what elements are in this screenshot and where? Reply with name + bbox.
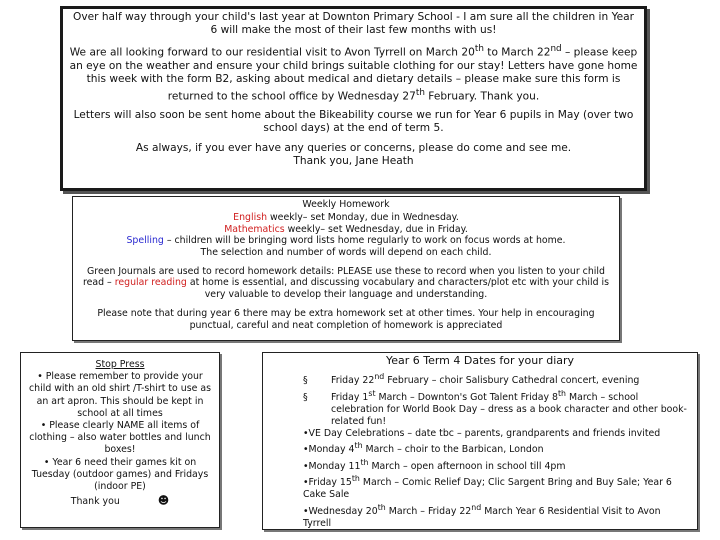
intro-p2-text-e: – please keep an eye on the weather and ensure your child brings suitable clothing for our stay! Letters have gone home this week with the form B2, asking about medical and dietary details – please make sure this form is returned to the school office by Wednesday 27 [69,46,638,103]
intro-p2-text-a: We are all looking forward to our residential visit to Avon Tyrrell on March 20 [69,46,475,59]
list-item [303,502,691,531]
stop-press-thanks-line [27,495,213,508]
intro-p2-sup-d: nd [550,44,562,55]
list-item [303,457,691,473]
stop-press-item: • Please clearly NAME all items of clothing – also water bottles and lunch boxes! [29,420,211,456]
intro-paragraph-1: Over half way through your child's last year at Downton Primary School - I am sure all the children in Year 6 will make the most of their last few months with us! [72,11,634,37]
homework-spelling-2: The selection and number of words will depend on each child. [200,246,492,258]
journals-text-b: at home is essential, and discussing vocabulary and characters/plot etc with your child is very valuable to develop their language and understanding. [186,277,610,300]
homework-spelling [79,235,613,246]
stop-press-item: • Year 6 need their games kit on Tuesday (outdoor games) and Fridays (indoor PE) [31,456,209,493]
date-sup: nd [471,502,482,512]
journals-regular-reading: regular reading [114,277,187,289]
english-label: English [233,212,268,224]
spelling-label: Spelling [126,235,164,247]
bullet-icon: § [303,375,308,387]
intro-paragraph-2 [69,43,638,103]
homework-maths [79,224,613,235]
date-text: •Wednesday 20 [303,505,378,517]
homework-english [79,212,613,223]
diary-dates-title: Year 6 Term 4 Dates for your diary [385,354,575,367]
maths-text: weekly– set Wednesday, due in Friday. [284,223,468,235]
list-item [303,371,691,387]
homework-note: Please note that during year 6 there may be extra homework set at other times. Your help in encouraging punctual, careful and neat completion of homework is appreciated [97,308,595,331]
intro-p2-sup-f: th [415,87,425,98]
date-sup: th [351,474,360,484]
homework-box [72,196,620,341]
maths-label: Mathematics [224,223,285,235]
english-text: weekly– set Monday, due in Wednesday. [267,212,459,224]
date-text: Friday 22 [331,375,375,387]
list-item [303,473,691,502]
diary-dates-list [303,371,691,530]
intro-signature: Thank you, Jane Heath [293,154,414,167]
stop-press-item: • Please remember to provide your child with an old shirt /T-shirt to use as an art apron. This should be kept in school at all times [29,371,211,419]
date-sup: th [557,388,567,398]
homework-title: Weekly Homework [302,199,390,210]
journals-text-a: Green Journals are used to record homework details: PLEASE use these to record when you listen to your child read – [82,266,605,289]
homework-journals [79,266,613,300]
list-item [303,440,691,456]
date-sup: th [354,441,363,451]
spelling-text: – children will be bringing word lists home regularly to work on focus words at home. [163,235,566,247]
date-text: March Year 6 Residential Visit to Avon Tyrrell [303,505,661,529]
date-text: March – Comic Relief Day; Clic Sargent Bring and Buy Sale; Year 6 Cake Sale [303,477,672,501]
stop-press-box [20,352,220,528]
date-text: February – choir Salisbury Cathedral concert, evening [384,375,640,387]
bullet-icon: § [303,391,308,403]
date-text: •Monday 11 [303,460,361,472]
intro-p2-text-c: to March 22 [483,46,551,59]
list-item-continuation: celebration for World Book Day – dress as a book character and other book-related fun! [331,403,687,428]
list-item: •VE Day Celebrations – date tbc – parents, grandparents and friends invited [303,428,661,440]
date-text: March – open afternoon in school till 4pm [368,460,566,472]
date-sup: nd [374,372,385,382]
intro-p2-sup-b: th [474,44,484,55]
list-item [303,388,691,404]
intro-paragraph-3: Letters will also soon be sent home about the Bikeability course we run for Year 6 pupils in May (over two school days) at the end of term 5. [73,109,634,135]
date-sup: st [368,388,376,398]
stop-press-title: Stop Press [95,359,145,370]
stop-press-thanks: Thank you [70,496,120,508]
diary-dates-box [262,352,698,530]
date-text: March – Downton's Got Talent Friday 8 [375,391,558,403]
date-text: March – school [566,391,639,403]
intro-letter-box [60,6,647,191]
intro-paragraph-4: As always, if you ever have any queries or concerns, please do come and see me. [135,141,572,154]
date-text: •Friday 15 [303,477,352,489]
date-text: March – choir to the Barbican, London [362,444,544,456]
smiley-icon: ☻ [157,494,170,508]
date-text: March – Friday 22 [385,505,472,517]
date-sup: th [377,502,386,512]
date-text: •Monday 4 [303,444,355,456]
date-sup: th [360,457,369,467]
date-text: Friday 1 [331,391,369,403]
intro-p2-text-g: February. Thank you. [424,90,540,103]
